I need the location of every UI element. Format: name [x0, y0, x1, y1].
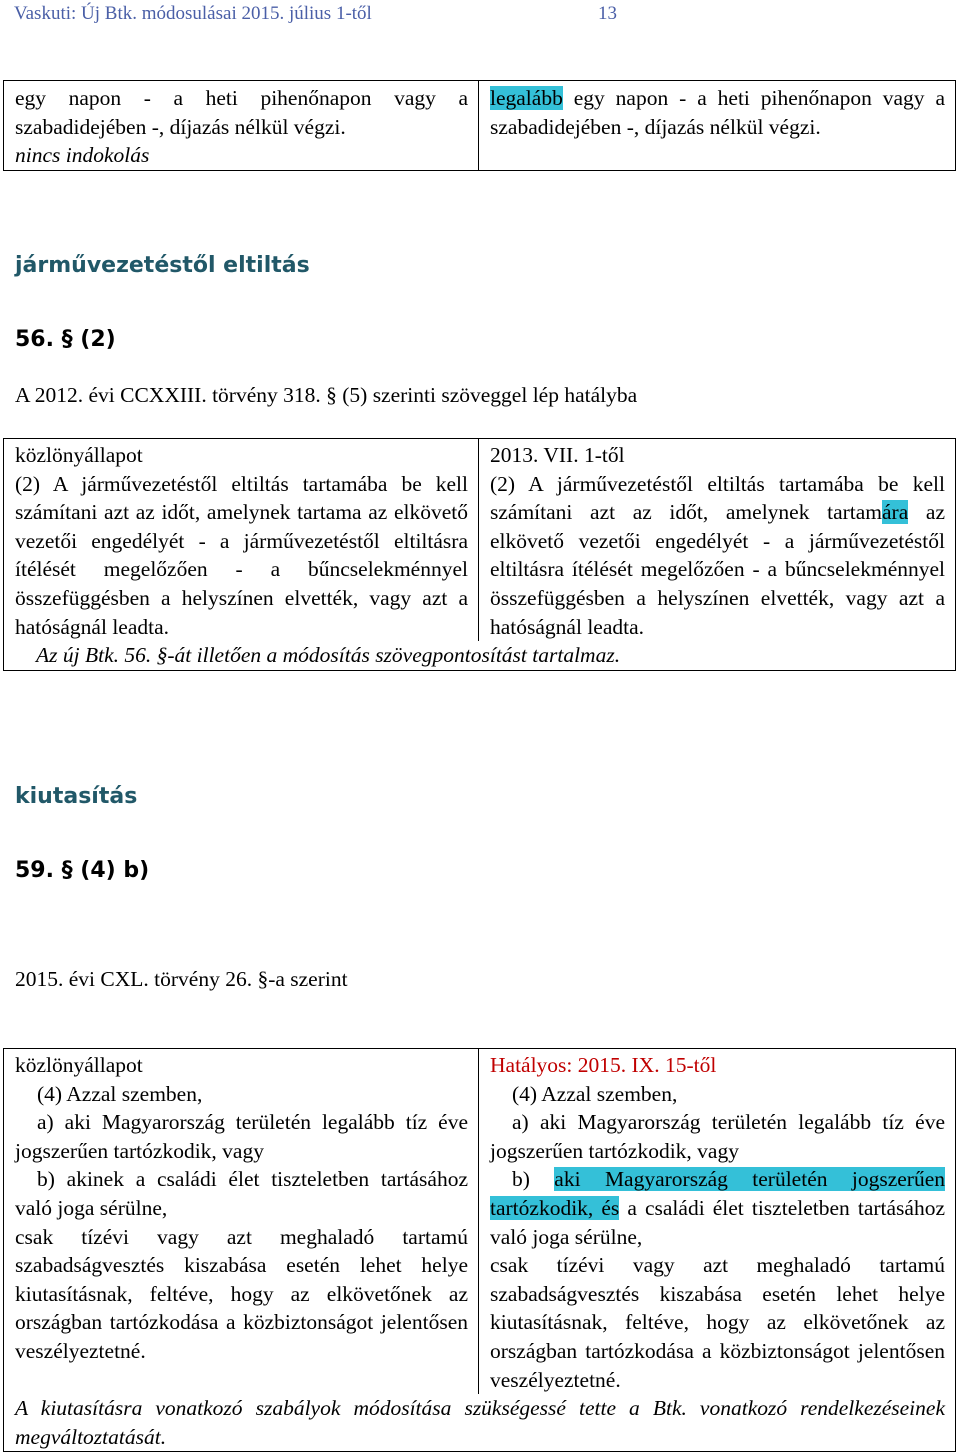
- effective-date-header: Hatályos: 2015. IX. 15-től: [490, 1053, 717, 1077]
- inserted-text-highlight: legalább: [490, 86, 563, 110]
- paragraph-reference: 59. § (4) b): [15, 858, 150, 883]
- right-column-text: [490, 470, 945, 642]
- right-column-cell: [479, 1049, 956, 1395]
- clause-b: b) akinek a családi élet tiszteletben tartásához való joga sérülne,: [15, 1167, 468, 1220]
- amending-source: A 2012. évi CCXXIII. törvény 318. § (5) szerinti szöveggel lép hatályba: [15, 383, 638, 407]
- comparison-table-2: [3, 1048, 956, 1452]
- left-column-header: közlönyállapot: [15, 443, 143, 467]
- top-right-text: egy napon - a heti pihenőnapon vagy a szabadidejében -, díjazás nélkül végzi.: [490, 86, 945, 139]
- clause-conclusion: csak tízévi vagy azt meghaladó tartamú szabadságvesztés kiszabása esetén lehet helye kiutasításnak, feltéve, hogy az elkövetőnek az országban tartózkodása a közbiztonságot jelentősen veszélyeztetné.: [15, 1224, 468, 1363]
- top-left-text: egy napon - a heti pihenőnapon vagy a szabadidejében -, díjazás nélkül végzi.: [15, 86, 468, 139]
- section-heading: kiutasítás: [15, 784, 138, 809]
- right-text-part: (2) A járművezetéstől eltiltás tartamába be kell számítani azt az időt, amelynek tartam: [490, 471, 945, 525]
- right-text-part: az elkövető vezetői engedélyét - a járművezetéstől eltiltásra ítélését megelőzően - a bűncselekménnyel összefüggésben a helyszínen elvették, vagy azt a hatóságnál leadta.: [490, 500, 945, 639]
- amendment-note: Az új Btk. 56. §-át illetően a módosítás szövegpontosítást tartalmaz.: [4, 641, 956, 670]
- right-column-header: 2013. VII. 1-től: [490, 443, 625, 467]
- inserted-text-highlight: aki Magyarország területén jogszerűen tartózkodik, és: [490, 1167, 945, 1220]
- clause-a: a) aki Magyarország területén legalább tíz éve jogszerűen tartózkodik, vagy: [490, 1110, 945, 1163]
- top-right-cell: [479, 81, 956, 171]
- left-column-text: (2) A járművezetéstől eltiltás tartamába be kell számítani azt az időt, amelynek tartama az elkövető vezetői engedélyét - a járművezetéstől eltiltásra ítélését megelőzően - a bűncselekménnyel összefüggésben a helyszínen elvették, vagy azt a hatóságnál leadta.: [15, 471, 468, 639]
- inserted-text-highlight: ára: [882, 500, 909, 525]
- amending-source: 2015. évi CXL. törvény 26. §-a szerint: [15, 967, 348, 991]
- clause-b: [490, 1165, 945, 1251]
- document-header-title: Vaskuti: Új Btk. módosulásai 2015. július 1-től: [14, 3, 372, 24]
- paragraph-reference: 56. § (2): [15, 327, 116, 352]
- comparison-table-top: [3, 80, 956, 171]
- clause-conclusion: csak tízévi vagy azt meghaladó tartamú szabadságvesztés kiszabása esetén lehet helye kiutasításnak, feltéve, hogy az elkövetőnek az országban tartózkodása a közbiztonságot jelentősen veszélyeztetné.: [490, 1253, 945, 1392]
- page-number: 13: [598, 3, 617, 24]
- clause-a: a) aki Magyarország területén legalább tíz éve jogszerűen tartózkodik, vagy: [15, 1110, 468, 1163]
- left-column-header: közlönyállapot: [15, 1053, 143, 1077]
- clause-b-rest: a családi élet tiszteletben tartásához való joga sérülne,: [490, 1195, 945, 1249]
- top-left-cell: [4, 81, 479, 171]
- clause-intro: (4) Azzal szemben,: [37, 1081, 203, 1106]
- clause-b-prefix: b): [512, 1167, 555, 1192]
- reasoning-note: nincs indokolás: [15, 143, 150, 168]
- comparison-table-1: [3, 438, 956, 671]
- right-column-cell: [479, 439, 956, 642]
- clause-intro: (4) Azzal szemben,: [512, 1081, 678, 1106]
- section-heading: járművezetéstől eltiltás: [15, 253, 310, 278]
- left-column-cell: [4, 439, 479, 642]
- amendment-note: A kiutasításra vonatkozó szabályok módosítása szükségessé tette a Btk. vonatkozó rendelkezéseinek megváltoztatását.: [4, 1394, 956, 1452]
- left-column-cell: [4, 1049, 479, 1395]
